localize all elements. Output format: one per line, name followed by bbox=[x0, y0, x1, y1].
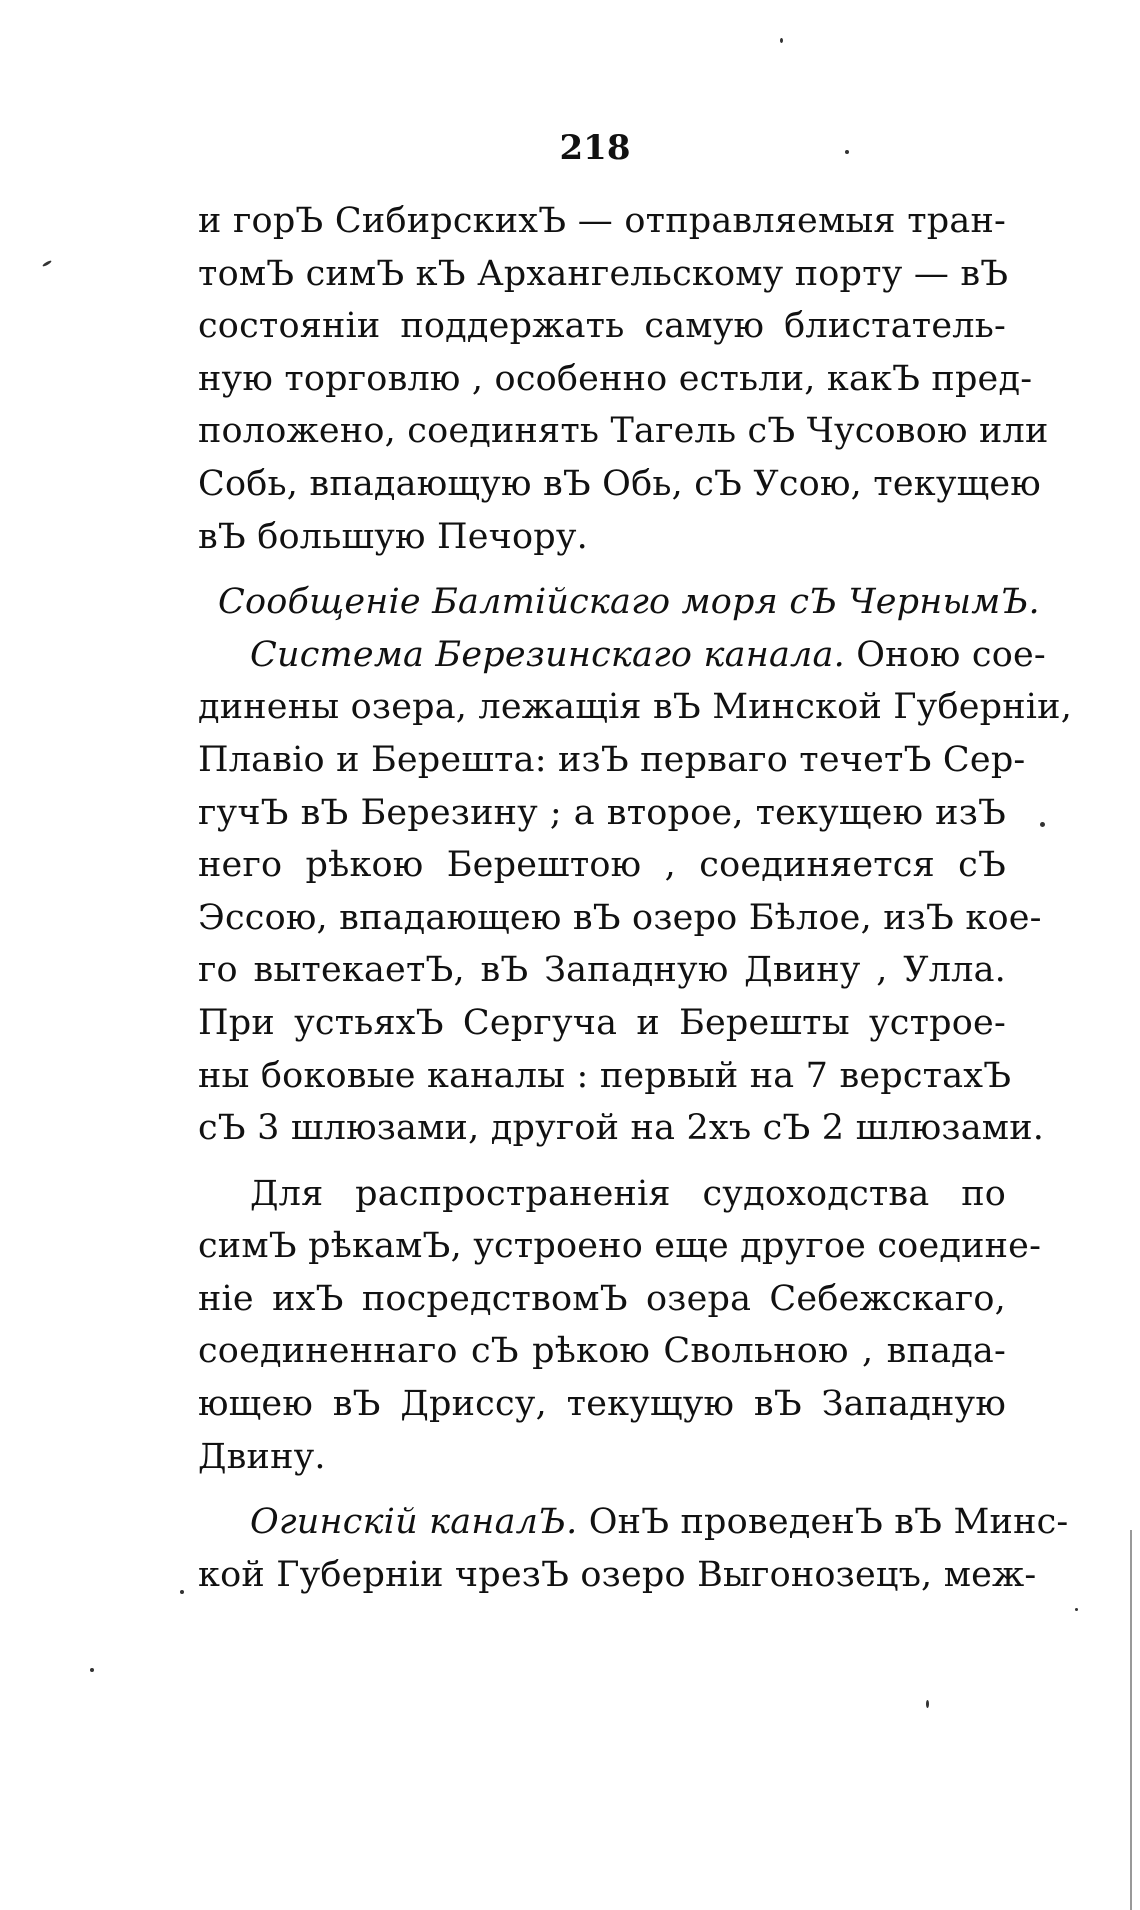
text-line bbox=[198, 1325, 1006, 1378]
scan-speck bbox=[42, 260, 52, 268]
page-number: 218 bbox=[559, 128, 631, 168]
text-span: динены озера, лежащія вЪ Минской Губерніи, bbox=[198, 687, 1073, 728]
text-line bbox=[198, 248, 1009, 301]
text-span: положено, соединять Тагель сЪ Чусовою или bbox=[198, 411, 1049, 452]
text-span: При устьяхЪ Сергуча и Берешты устрое- bbox=[198, 1002, 1006, 1043]
text-line bbox=[198, 892, 1042, 945]
text-line bbox=[198, 405, 1049, 458]
text-span: кой Губерніи чрезЪ озеро Выгонозецъ, меж- bbox=[198, 1554, 1037, 1595]
text-span: состояніи поддержать самую блистатель- bbox=[198, 306, 1006, 347]
text-span: ніе ихЪ посредствомЪ озера Себежскаго, bbox=[198, 1278, 1006, 1319]
text-line bbox=[198, 734, 1026, 787]
section-heading bbox=[198, 576, 1040, 629]
text-line bbox=[198, 511, 1006, 564]
page-edge-mark bbox=[1130, 1530, 1132, 1910]
text-line bbox=[198, 1168, 1006, 1221]
text-span: гучЪ вЪ Березину ; а второе, текущею изЪ bbox=[198, 792, 1006, 833]
text-line bbox=[198, 1050, 1012, 1103]
text-line bbox=[198, 1102, 1045, 1155]
text-span: Эссою, впадающею вЪ озеро Бѣлое, изЪ кое- bbox=[198, 897, 1042, 938]
scan-speck bbox=[1040, 822, 1045, 827]
text-line bbox=[198, 1378, 1006, 1431]
scan-speck bbox=[780, 38, 783, 43]
text-line bbox=[198, 353, 1033, 406]
text-line bbox=[198, 458, 1041, 511]
text-line bbox=[198, 787, 1006, 840]
text-span: томЪ симЪ кЪ Архангельскому порту — вЪ bbox=[198, 253, 1009, 294]
text-line bbox=[198, 1496, 1069, 1549]
text-span: вЪ большую Печору. bbox=[198, 516, 588, 557]
text-span: и горЪ СибирскихЪ — отправляемыя тран- bbox=[198, 201, 1006, 241]
page-body bbox=[198, 195, 1073, 1601]
text-span: Двину. bbox=[198, 1436, 326, 1477]
text-line bbox=[198, 1431, 1006, 1484]
scan-speck bbox=[1075, 1608, 1078, 1611]
text-line bbox=[198, 839, 1006, 892]
scan-speck bbox=[926, 1700, 929, 1708]
text-line bbox=[198, 1220, 1042, 1273]
text-span: сЪ 3 шлюзами, другой на 2хъ сЪ 2 шлюзами. bbox=[198, 1108, 1045, 1149]
scan-speck bbox=[845, 150, 849, 154]
text-line bbox=[198, 1273, 1006, 1326]
text-span: Оною сое- bbox=[844, 634, 1046, 675]
text-line bbox=[198, 997, 1006, 1050]
text-span: ОнЪ проведенЪ вЪ Минс- bbox=[577, 1502, 1069, 1543]
scan-speck bbox=[90, 1668, 94, 1672]
heading-text: Сообщеніе Балтійскагo моря сЪ ЧернымЪ. bbox=[218, 582, 1040, 623]
text-span: го вытекаетЪ, вЪ Западную Двину , Улла. bbox=[198, 950, 1006, 991]
text-line bbox=[198, 944, 1006, 997]
text-span: Плавіо и Берешта: изЪ перваго течетЪ Сер- bbox=[198, 739, 1026, 780]
run-in-heading: Огинскій каналЪ. bbox=[250, 1502, 578, 1543]
text-span: ющею вЪ Дриссу, текущую вЪ Западную bbox=[198, 1384, 1006, 1425]
text-line bbox=[198, 195, 1006, 248]
text-line bbox=[198, 629, 1046, 682]
text-span: симЪ рѣкамЪ, устроено еще другое соедине- bbox=[198, 1226, 1042, 1267]
text-line bbox=[198, 681, 1073, 734]
text-line bbox=[198, 300, 1006, 353]
run-in-heading: Система Березинскагo канала. bbox=[250, 634, 845, 675]
text-span: ны боковые каналы : первый на 7 верстахЪ bbox=[198, 1055, 1012, 1096]
text-span: ную торговлю , особенно естьли, какЪ пред- bbox=[198, 358, 1033, 399]
scan-speck bbox=[180, 1590, 184, 1594]
text-span: него рѣкою Берештою , соединяется сЪ bbox=[198, 845, 1006, 886]
text-span: соединеннаго сЪ рѣкою Свольною , впада- bbox=[198, 1331, 1006, 1372]
text-span: Для распространенія судоходства по bbox=[250, 1173, 1006, 1214]
text-span: Собь, впадающую вЪ Обь, сЪ Усою, текущею bbox=[198, 463, 1041, 504]
text-line bbox=[198, 1549, 1037, 1602]
